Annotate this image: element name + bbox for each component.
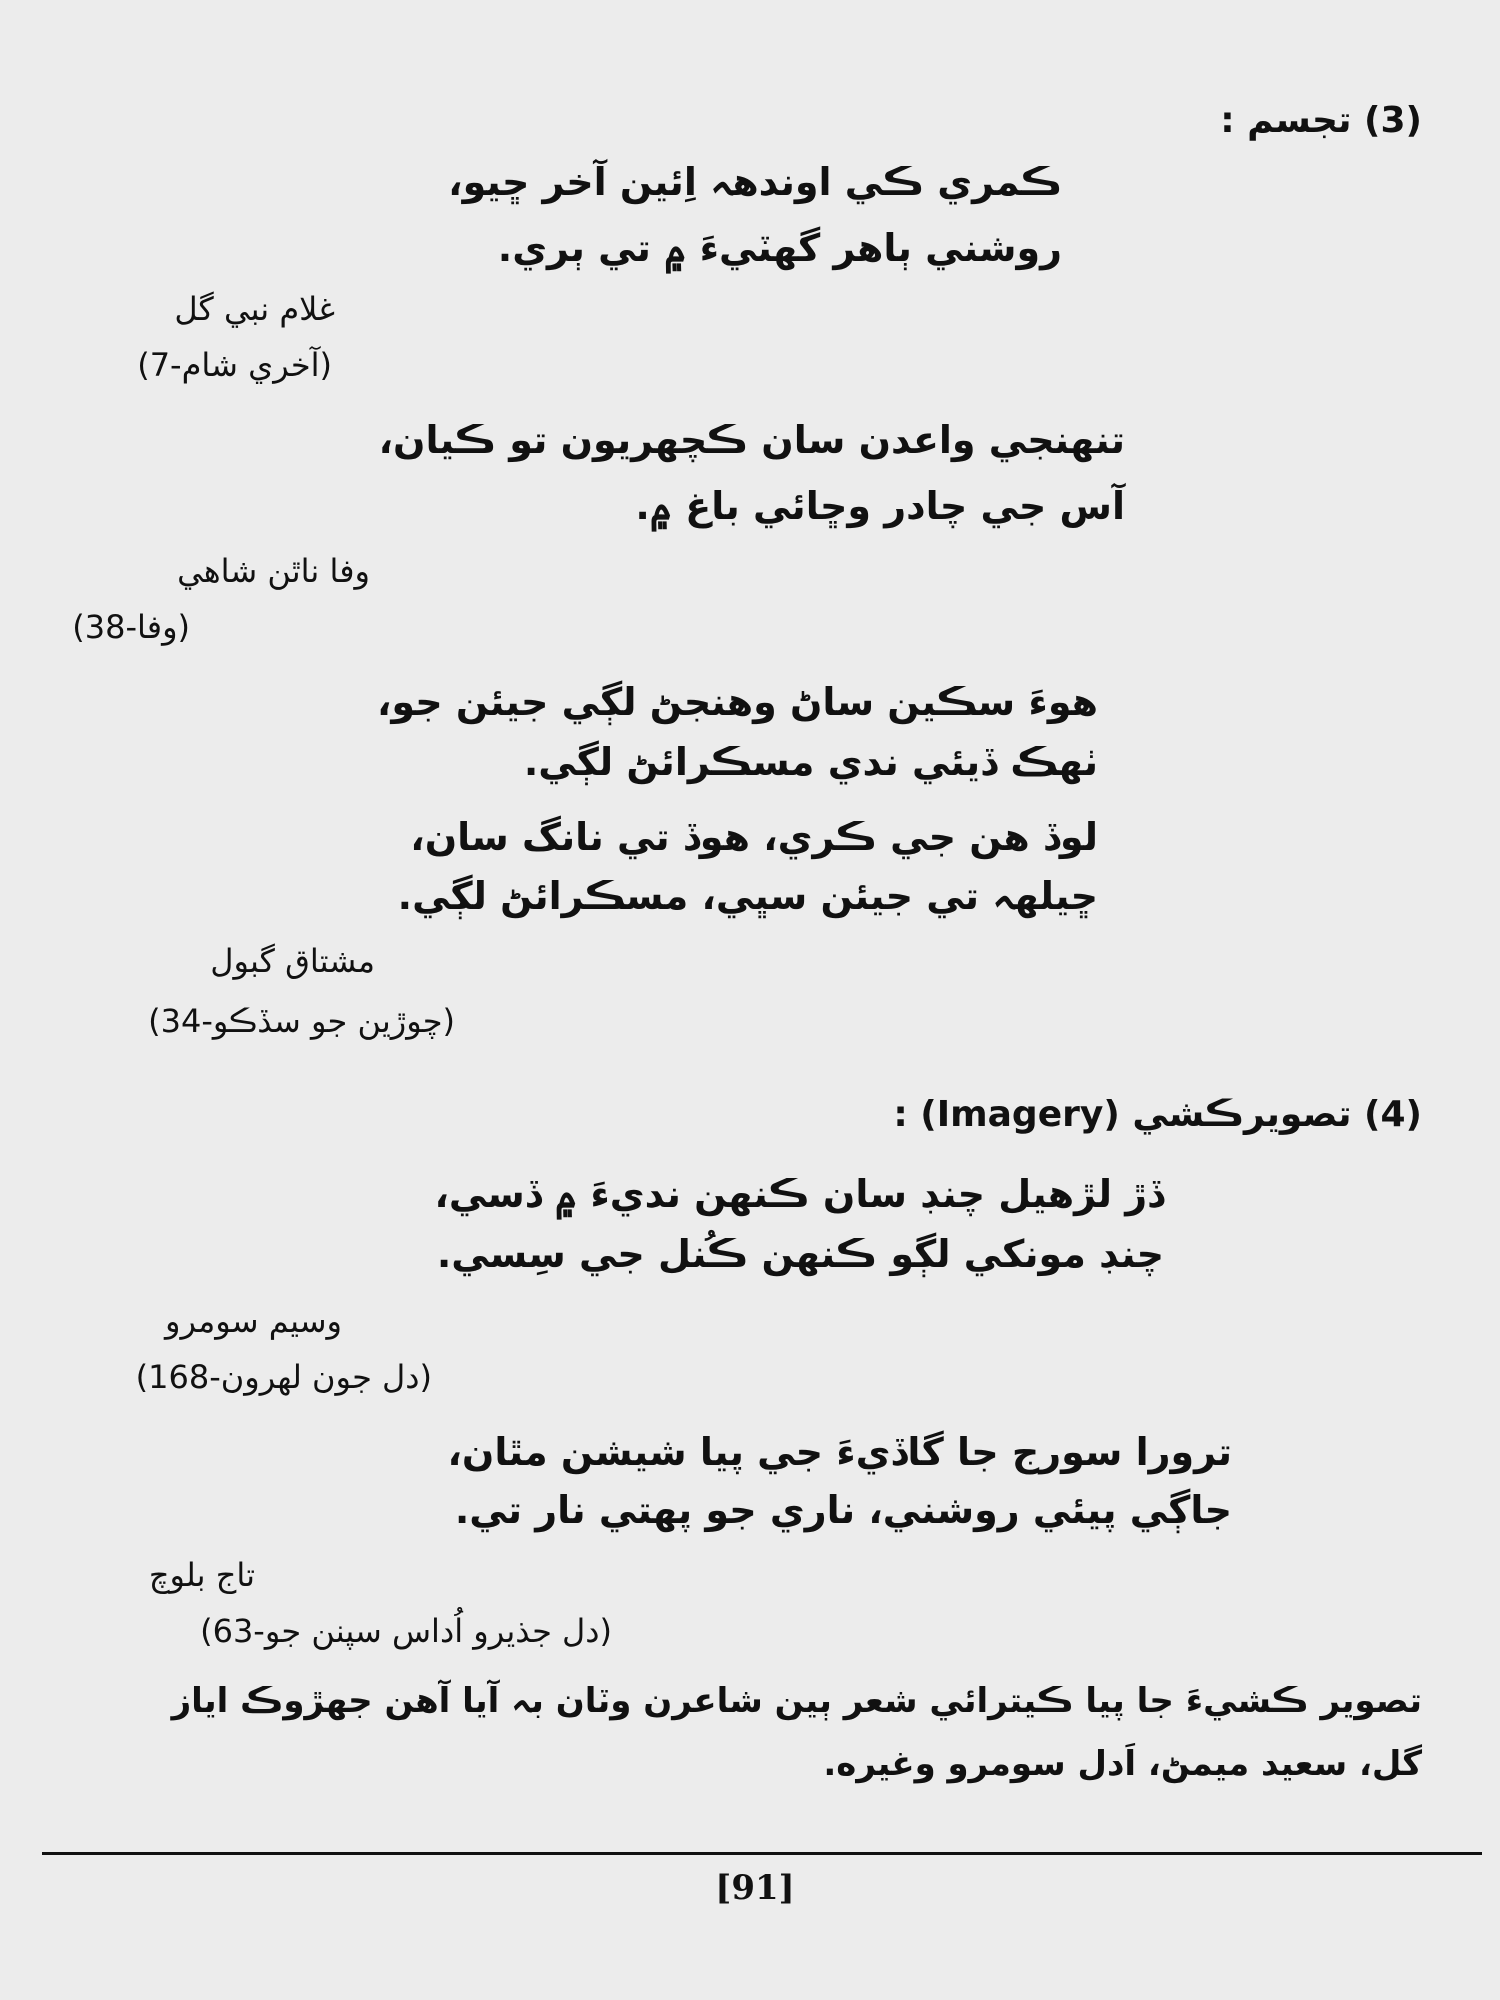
poet-name: وفا ناٿن شاهي [177,552,370,590]
source-citation: (وفا-38) [72,608,190,646]
closing-paragraph-line: تصوير ڪشيءَ جا پيا ڪيترائي شعر ٻين شاعرن وٽان بہ آيا آهن جهڙوڪ اياز [171,1681,1422,1721]
verse-line: ٺهڪ ڏيئي ندي مسڪرائڻ لڳي. [523,740,1098,784]
poet-name: وسيم سومرو [165,1302,342,1340]
verse-line: جاڳي پيئي روشني، ناري جو پهتي نار تي. [454,1488,1232,1532]
source-citation: (دل جذيرو اُداس سپنن جو-63) [200,1612,612,1650]
source-citation: (دل جون لهرون-168) [135,1358,432,1396]
verse-line: تنهنجي واعدن سان ڪچهريون تو ڪيان، [378,418,1125,462]
poet-name: غلام نبي گل [174,290,335,328]
source-citation: (آخري شام-7) [137,346,332,384]
verse-line: ڏڙ لڙهيل چنڊ سان ڪنهن نديءَ ۾ ڏسي، [434,1172,1164,1216]
verse-line: چنڊ مونکي لڳو ڪنهن ڪُنل جي سِسي. [436,1232,1164,1276]
verse-line: ترورا سورج جا گاڏيءَ جي پيا شيشن مٿان، [447,1430,1232,1474]
section-heading-tasvirkashi: (4) تصويرڪشي (Imagery) : [893,1094,1422,1135]
verse-line: ڪمري ڪي اوندهہ اِئين آخر ڇيو، [448,160,1062,204]
verse-line: آس جي چادر وڇائي باغ ۾. [635,484,1125,528]
section-heading-tajsim: (3) تجسم : [1220,100,1422,141]
footer-rule [42,1852,1482,1855]
verse-line: لوڏ هن جي ڪري، هوڏ تي نانگ سان، [410,815,1098,859]
verse-line: هوءَ سڪين ساڻ وهنجڻ لڳي جيئن جو، [376,680,1098,724]
poet-name: مشتاق گبول [210,942,375,980]
closing-paragraph-line: گل، سعيد ميمڻ، اَدل سومرو وغيره. [823,1744,1422,1784]
verse-line: ڇيلهہ تي جيئن سڀي، مسڪرائڻ لڳي. [397,874,1098,918]
poet-name: تاج بلوچ [148,1556,255,1594]
source-citation: (چوڙين جو سڏڪو-34) [148,1002,455,1040]
page-number: [91] [715,1868,795,1908]
verse-line: روشني ٻاهر گهٽيءَ ۾ تي ٻري. [497,226,1062,270]
